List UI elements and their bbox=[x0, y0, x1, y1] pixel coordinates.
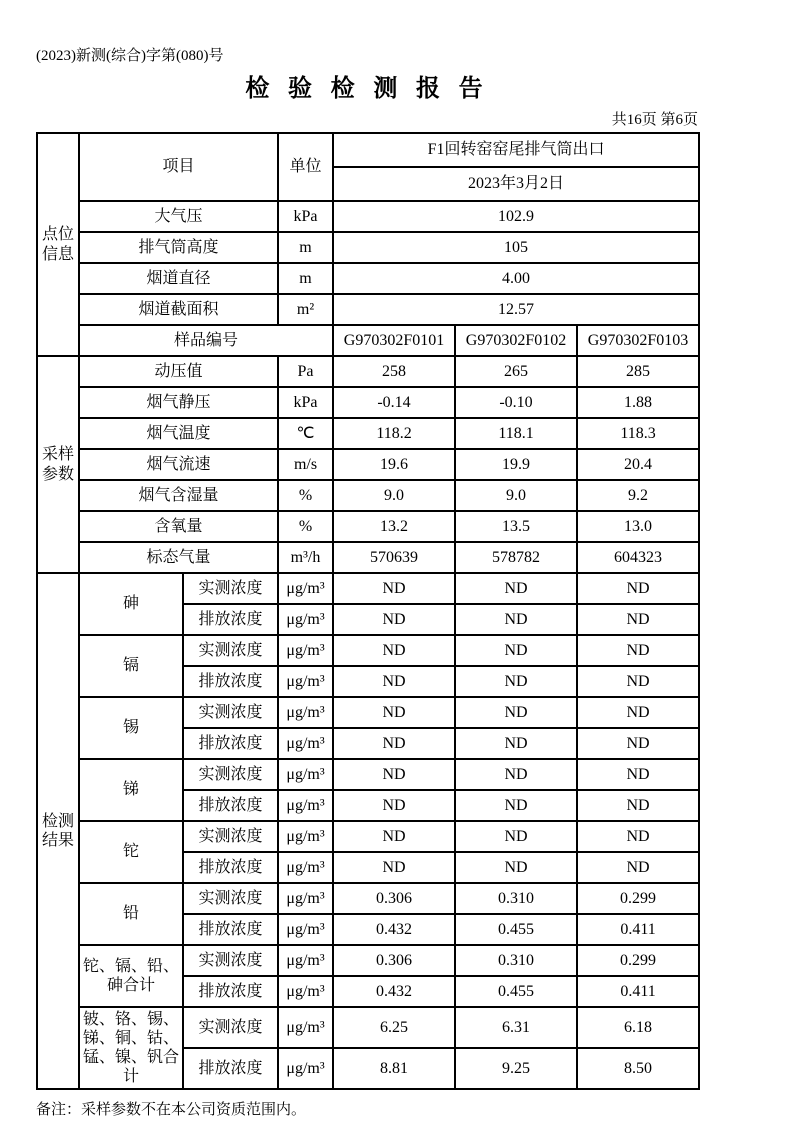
analyte-name: 锡 bbox=[79, 697, 183, 759]
inspection-report-table bbox=[36, 132, 700, 1090]
value-cell-2: 19.9 bbox=[455, 449, 577, 480]
concentration-type: 排放浓度 bbox=[183, 852, 278, 883]
unit-cell: μg/m³ bbox=[278, 852, 333, 883]
item-label: 含氧量 bbox=[79, 511, 278, 542]
value-cell-3: 0.299 bbox=[577, 945, 699, 976]
row-oxygen-content bbox=[37, 511, 699, 542]
value-cell-1: 570639 bbox=[333, 542, 455, 573]
value-cell-2: 13.5 bbox=[455, 511, 577, 542]
unit-cell: m² bbox=[278, 294, 333, 325]
row-sample-numbers bbox=[37, 325, 699, 356]
analyte-name: 铅 bbox=[79, 883, 183, 945]
report-content bbox=[36, 0, 698, 1119]
value-cell-1: 0.306 bbox=[333, 883, 455, 914]
section-test-results: 检测结果 bbox=[37, 573, 79, 1089]
value-cell-3: ND bbox=[577, 635, 699, 666]
value-cell-1: 0.432 bbox=[333, 914, 455, 945]
unit-cell: μg/m³ bbox=[278, 1007, 333, 1048]
unit-cell: m³/h bbox=[278, 542, 333, 573]
value-cell-3: ND bbox=[577, 759, 699, 790]
sample-no-1: G970302F0101 bbox=[333, 325, 455, 356]
row-stack-height bbox=[37, 232, 699, 263]
value-cell-1: ND bbox=[333, 728, 455, 759]
row-tin-measured bbox=[37, 697, 699, 728]
value-cell-2: 0.455 bbox=[455, 914, 577, 945]
unit-cell: μg/m³ bbox=[278, 697, 333, 728]
item-label: 排气筒高度 bbox=[79, 232, 278, 263]
header-item: 项目 bbox=[79, 133, 278, 201]
item-label: 烟气流速 bbox=[79, 449, 278, 480]
value-cell: 105 bbox=[333, 232, 699, 263]
concentration-type: 实测浓度 bbox=[183, 883, 278, 914]
value-cell-3: ND bbox=[577, 666, 699, 697]
row-flue-diameter bbox=[37, 263, 699, 294]
concentration-type: 实测浓度 bbox=[183, 697, 278, 728]
value-cell-2: 578782 bbox=[455, 542, 577, 573]
value-cell-1: ND bbox=[333, 573, 455, 604]
value-cell-2: 0.310 bbox=[455, 945, 577, 976]
concentration-type: 实测浓度 bbox=[183, 821, 278, 852]
item-label: 烟气静压 bbox=[79, 387, 278, 418]
value-cell-2: 9.25 bbox=[455, 1048, 577, 1089]
unit-cell: μg/m³ bbox=[278, 666, 333, 697]
value-cell-3: 6.18 bbox=[577, 1007, 699, 1048]
value-cell-3: 285 bbox=[577, 356, 699, 387]
value-cell-3: 118.3 bbox=[577, 418, 699, 449]
unit-cell: Pa bbox=[278, 356, 333, 387]
value-cell-1: 19.6 bbox=[333, 449, 455, 480]
unit-cell: ℃ bbox=[278, 418, 333, 449]
item-label: 样品编号 bbox=[79, 325, 333, 356]
unit-cell: kPa bbox=[278, 387, 333, 418]
analyte-name: 砷 bbox=[79, 573, 183, 635]
unit-cell: μg/m³ bbox=[278, 883, 333, 914]
sample-no-2: G970302F0102 bbox=[455, 325, 577, 356]
unit-cell: % bbox=[278, 511, 333, 542]
unit-cell: μg/m³ bbox=[278, 914, 333, 945]
value-cell-1: 13.2 bbox=[333, 511, 455, 542]
value-cell-3: 1.88 bbox=[577, 387, 699, 418]
section-sampling-params: 采样参数 bbox=[37, 356, 79, 573]
value-cell-1: 8.81 bbox=[333, 1048, 455, 1089]
value-cell-1: ND bbox=[333, 697, 455, 728]
value-cell-2: -0.10 bbox=[455, 387, 577, 418]
value-cell-2: ND bbox=[455, 666, 577, 697]
row-cadmium-measured bbox=[37, 635, 699, 666]
value-cell-1: ND bbox=[333, 852, 455, 883]
unit-cell: μg/m³ bbox=[278, 790, 333, 821]
item-label: 动压值 bbox=[79, 356, 278, 387]
value-cell: 4.00 bbox=[333, 263, 699, 294]
value-cell: 102.9 bbox=[333, 201, 699, 232]
row-flue-cross-section bbox=[37, 294, 699, 325]
value-cell-2: ND bbox=[455, 852, 577, 883]
remark-note: 备注：采样参数不在本公司资质范围内。 bbox=[36, 1102, 307, 1118]
item-label: 烟道截面积 bbox=[79, 294, 278, 325]
value-cell-1: 118.2 bbox=[333, 418, 455, 449]
value-cell-1: ND bbox=[333, 666, 455, 697]
value-cell-1: ND bbox=[333, 635, 455, 666]
unit-cell: μg/m³ bbox=[278, 821, 333, 852]
header-location: F1回转窑窑尾排气筒出口 bbox=[333, 133, 699, 167]
unit-cell: kPa bbox=[278, 201, 333, 232]
item-label: 烟气温度 bbox=[79, 418, 278, 449]
concentration-type: 实测浓度 bbox=[183, 1007, 278, 1048]
concentration-type: 排放浓度 bbox=[183, 604, 278, 635]
item-label: 烟气含湿量 bbox=[79, 480, 278, 511]
value-cell-1: 9.0 bbox=[333, 480, 455, 511]
row-thallium-measured bbox=[37, 821, 699, 852]
value-cell-3: ND bbox=[577, 790, 699, 821]
unit-cell: μg/m³ bbox=[278, 635, 333, 666]
concentration-type: 实测浓度 bbox=[183, 573, 278, 604]
value-cell-2: ND bbox=[455, 759, 577, 790]
value-cell-3: 13.0 bbox=[577, 511, 699, 542]
value-cell-2: ND bbox=[455, 635, 577, 666]
concentration-type: 排放浓度 bbox=[183, 790, 278, 821]
value-cell-3: 20.4 bbox=[577, 449, 699, 480]
row-static-pressure bbox=[37, 387, 699, 418]
unit-cell: μg/m³ bbox=[278, 1048, 333, 1089]
concentration-type: 排放浓度 bbox=[183, 666, 278, 697]
value-cell-1: 0.432 bbox=[333, 976, 455, 1007]
row-atmospheric-pressure bbox=[37, 201, 699, 232]
value-cell: 12.57 bbox=[333, 294, 699, 325]
value-cell-2: 265 bbox=[455, 356, 577, 387]
unit-cell: μg/m³ bbox=[278, 976, 333, 1007]
page-count-indicator: 共16页 第6页 bbox=[611, 112, 698, 128]
unit-cell: μg/m³ bbox=[278, 728, 333, 759]
row-lead-measured bbox=[37, 883, 699, 914]
concentration-type: 排放浓度 bbox=[183, 976, 278, 1007]
row-dynamic-pressure bbox=[37, 356, 699, 387]
value-cell-1: ND bbox=[333, 604, 455, 635]
section-point-info: 点位信息 bbox=[37, 133, 79, 356]
value-cell-2: ND bbox=[455, 573, 577, 604]
unit-cell: μg/m³ bbox=[278, 759, 333, 790]
value-cell-2: 0.310 bbox=[455, 883, 577, 914]
value-cell-3: 0.411 bbox=[577, 914, 699, 945]
unit-cell: μg/m³ bbox=[278, 604, 333, 635]
value-cell-2: ND bbox=[455, 728, 577, 759]
row-flue-gas-temperature bbox=[37, 418, 699, 449]
concentration-type: 排放浓度 bbox=[183, 728, 278, 759]
unit-cell: m bbox=[278, 232, 333, 263]
item-label: 标态气量 bbox=[79, 542, 278, 573]
report-number: (2023)新测(综合)字第(080)号 bbox=[36, 48, 224, 64]
value-cell-3: 8.50 bbox=[577, 1048, 699, 1089]
row-arsenic-measured bbox=[37, 573, 699, 604]
unit-cell: m bbox=[278, 263, 333, 294]
concentration-type: 排放浓度 bbox=[183, 914, 278, 945]
analyte-name: 镉 bbox=[79, 635, 183, 697]
row-nine-metals-total-measured bbox=[37, 1007, 699, 1048]
value-cell-2: 118.1 bbox=[455, 418, 577, 449]
value-cell-1: 0.306 bbox=[333, 945, 455, 976]
value-cell-2: ND bbox=[455, 604, 577, 635]
sample-no-3: G970302F0103 bbox=[577, 325, 699, 356]
value-cell-3: ND bbox=[577, 821, 699, 852]
value-cell-1: 258 bbox=[333, 356, 455, 387]
unit-cell: μg/m³ bbox=[278, 573, 333, 604]
value-cell-3: 0.299 bbox=[577, 883, 699, 914]
row-tl-cd-pb-as-total-measured bbox=[37, 945, 699, 976]
value-cell-3: 9.2 bbox=[577, 480, 699, 511]
value-cell-1: ND bbox=[333, 759, 455, 790]
row-moisture-content bbox=[37, 480, 699, 511]
value-cell-3: ND bbox=[577, 728, 699, 759]
value-cell-2: ND bbox=[455, 697, 577, 728]
item-label: 大气压 bbox=[79, 201, 278, 232]
value-cell-3: 604323 bbox=[577, 542, 699, 573]
header-date: 2023年3月2日 bbox=[333, 167, 699, 201]
value-cell-1: 6.25 bbox=[333, 1007, 455, 1048]
value-cell-2: ND bbox=[455, 790, 577, 821]
value-cell-1: ND bbox=[333, 821, 455, 852]
item-label: 烟道直径 bbox=[79, 263, 278, 294]
value-cell-3: 0.411 bbox=[577, 976, 699, 1007]
row-flue-gas-velocity bbox=[37, 449, 699, 480]
page-title: 检 验 检 测 报 告 bbox=[245, 75, 489, 102]
unit-cell: m/s bbox=[278, 449, 333, 480]
concentration-type: 实测浓度 bbox=[183, 945, 278, 976]
header-unit: 单位 bbox=[278, 133, 333, 201]
row-antimony-measured bbox=[37, 759, 699, 790]
unit-cell: μg/m³ bbox=[278, 945, 333, 976]
value-cell-1: -0.14 bbox=[333, 387, 455, 418]
concentration-type: 实测浓度 bbox=[183, 759, 278, 790]
value-cell-3: ND bbox=[577, 573, 699, 604]
value-cell-3: ND bbox=[577, 697, 699, 728]
value-cell-3: ND bbox=[577, 852, 699, 883]
row-standard-gas-flow bbox=[37, 542, 699, 573]
analyte-name: 铍、铬、锡、锑、铜、钴、锰、镍、钒合计 bbox=[79, 1007, 183, 1089]
concentration-type: 实测浓度 bbox=[183, 635, 278, 666]
value-cell-2: 6.31 bbox=[455, 1007, 577, 1048]
value-cell-2: ND bbox=[455, 821, 577, 852]
value-cell-3: ND bbox=[577, 604, 699, 635]
value-cell-1: ND bbox=[333, 790, 455, 821]
analyte-name: 锑 bbox=[79, 759, 183, 821]
concentration-type: 排放浓度 bbox=[183, 1048, 278, 1089]
value-cell-2: 9.0 bbox=[455, 480, 577, 511]
unit-cell: % bbox=[278, 480, 333, 511]
value-cell-2: 0.455 bbox=[455, 976, 577, 1007]
table-header-row-1 bbox=[37, 133, 699, 167]
analyte-name: 铊 bbox=[79, 821, 183, 883]
analyte-name: 铊、镉、铅、砷合计 bbox=[79, 945, 183, 1007]
